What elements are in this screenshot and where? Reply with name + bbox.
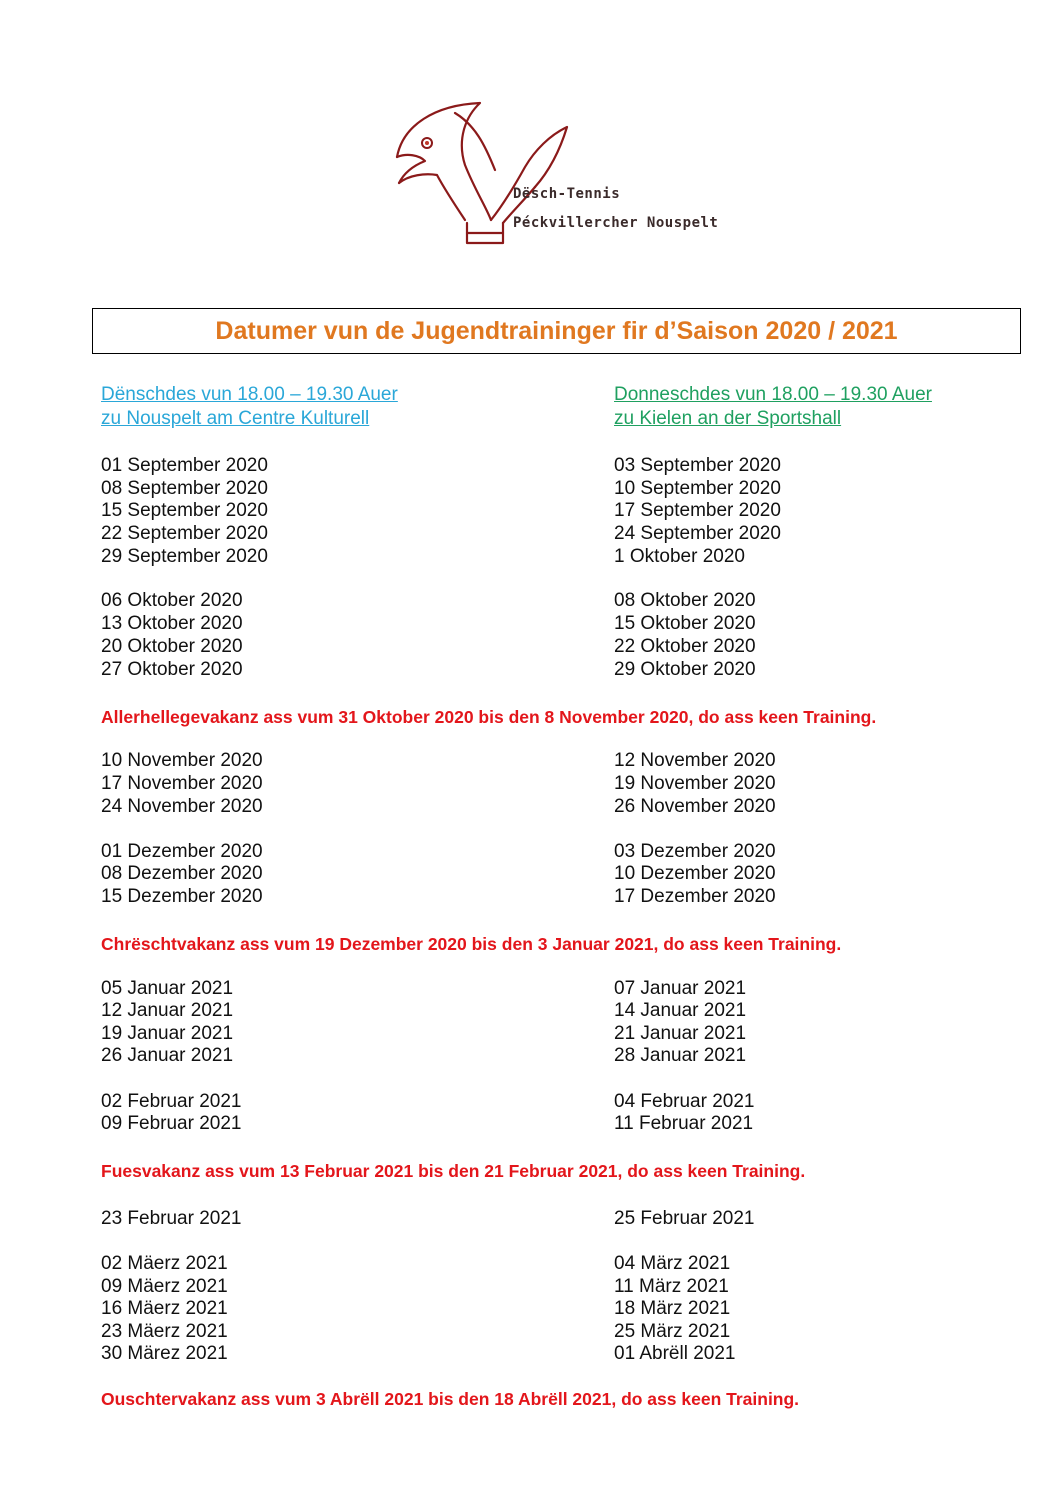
date-item: 17 Dezember 2020 (614, 886, 776, 907)
date-item: 06 Oktober 2020 (101, 590, 243, 611)
date-item: 11 Februar 2021 (614, 1113, 754, 1134)
date-item: 1 Oktober 2020 (614, 546, 745, 567)
date-item: 29 Oktober 2020 (614, 659, 756, 680)
notice-chreschtvakanz: Chrëschtvakanz ass vum 19 Dezember 2020 bis den 3 Januar 2021, do ass keen Training. (101, 934, 842, 954)
date-item: 11 März 2021 (614, 1276, 729, 1297)
date-item: 12 November 2020 (614, 750, 776, 771)
date-item: 22 September 2020 (101, 523, 268, 544)
date-item: 10 November 2020 (101, 750, 263, 771)
date-item: 15 Oktober 2020 (614, 613, 756, 634)
notice-fuesvakanz: Fuesvakanz ass vum 13 Februar 2021 bis den 21 Februar 2021, do ass keen Training. (101, 1161, 806, 1181)
date-item: 05 Januar 2021 (101, 978, 234, 999)
date-item: 16 Mäerz 2021 (101, 1298, 228, 1319)
date-item: 10 September 2020 (614, 478, 781, 499)
date-item: 30 Märez 2021 (101, 1343, 228, 1364)
date-item: 17 September 2020 (614, 500, 781, 521)
date-item: 14 Januar 2021 (614, 1000, 747, 1021)
right-heading-line2: zu Kielen an der Sportshall (614, 408, 842, 429)
date-item: 10 Dezember 2020 (614, 863, 776, 884)
date-item: 02 Mäerz 2021 (101, 1253, 228, 1274)
date-item: 28 Januar 2021 (614, 1045, 747, 1066)
date-item: 23 Mäerz 2021 (101, 1321, 228, 1342)
bird-logo-icon (385, 95, 705, 255)
date-item: 03 September 2020 (614, 455, 781, 476)
date-item: 01 Abrëll 2021 (614, 1343, 736, 1364)
date-item: 12 Januar 2021 (101, 1000, 234, 1021)
date-item: 08 Oktober 2020 (614, 590, 756, 611)
date-item: 08 Dezember 2020 (101, 863, 263, 884)
left-heading-line1: Dënschdes vun 18.00 – 19.30 Auer (101, 384, 398, 405)
date-item: 22 Oktober 2020 (614, 636, 756, 657)
logo-text-line2: Péckvillercher Nouspelt (513, 215, 719, 231)
left-column-heading (101, 383, 398, 431)
logo-text-line1: Dësch-Tennis (513, 186, 621, 202)
date-item: 02 Februar 2021 (101, 1091, 242, 1112)
date-item: 26 Januar 2021 (101, 1045, 234, 1066)
date-item: 25 Februar 2021 (614, 1208, 755, 1229)
right-column-heading (614, 383, 932, 431)
date-item: 15 September 2020 (101, 500, 268, 521)
left-heading-line2: zu Nouspelt am Centre Kulturell (101, 408, 370, 429)
date-item: 19 November 2020 (614, 773, 776, 794)
right-heading-line1: Donneschdes vun 18.00 – 19.30 Auer (614, 384, 932, 405)
date-item: 09 Mäerz 2021 (101, 1276, 228, 1297)
date-item: 23 Februar 2021 (101, 1208, 242, 1229)
date-item: 24 September 2020 (614, 523, 781, 544)
date-item: 01 Dezember 2020 (101, 841, 263, 862)
date-item: 09 Februar 2021 (101, 1113, 242, 1134)
page-title: Datumer vun de Jugendtraininger fir d’Saison 2020 / 2021 (215, 316, 898, 345)
date-item: 26 November 2020 (614, 796, 776, 817)
date-item: 20 Oktober 2020 (101, 636, 243, 657)
notice-allerhellegevakanz: Allerhellegevakanz ass vum 31 Oktober 2020 bis den 8 November 2020, do ass keen Training. (101, 707, 877, 727)
notice-ouschtervakanz: Ouschtervakanz ass vum 3 Abrëll 2021 bis den 18 Abrëll 2021, do ass keen Training. (101, 1389, 800, 1409)
date-item: 15 Dezember 2020 (101, 886, 263, 907)
title-box (92, 308, 1021, 354)
date-item: 21 Januar 2021 (614, 1023, 747, 1044)
date-item: 29 September 2020 (101, 546, 268, 567)
date-item: 17 November 2020 (101, 773, 263, 794)
date-item: 08 September 2020 (101, 478, 268, 499)
date-item: 27 Oktober 2020 (101, 659, 243, 680)
club-logo (385, 95, 719, 255)
date-item: 18 März 2021 (614, 1298, 731, 1319)
date-item: 24 November 2020 (101, 796, 263, 817)
date-item: 13 Oktober 2020 (101, 613, 243, 634)
date-item: 01 September 2020 (101, 455, 268, 476)
date-item: 07 Januar 2021 (614, 978, 747, 999)
date-item: 04 Februar 2021 (614, 1091, 755, 1112)
date-item: 03 Dezember 2020 (614, 841, 776, 862)
date-item: 04 März 2021 (614, 1253, 731, 1274)
date-item: 19 Januar 2021 (101, 1023, 234, 1044)
date-item: 25 März 2021 (614, 1321, 731, 1342)
